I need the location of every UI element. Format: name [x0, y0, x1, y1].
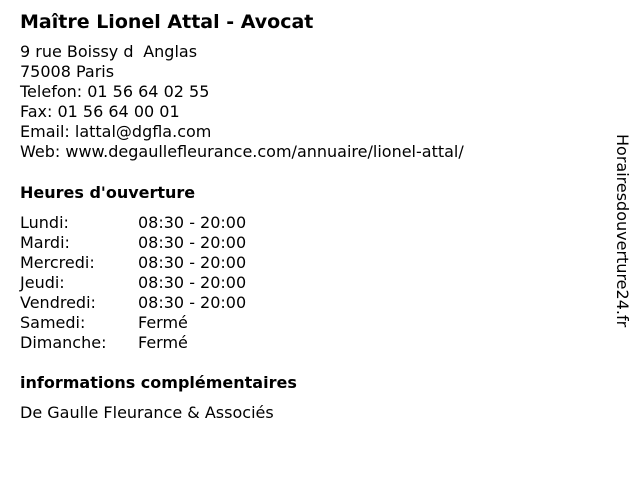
hours-day: Samedi: — [20, 313, 86, 332]
address-city: 75008 Paris — [20, 62, 115, 81]
hours-time: 08:30 - 20:00 — [138, 233, 247, 252]
listing-card — [20, 10, 590, 423]
email-line: Email: lattal@dgfla.com — [20, 122, 212, 141]
hours-day: Mercredi: — [20, 253, 95, 272]
hours-time: Fermé — [138, 333, 188, 352]
page-title: Maître Lionel Attal - Avocat — [20, 11, 314, 33]
hours-day: Jeudi: — [20, 273, 65, 292]
hours-day: Lundi: — [20, 213, 69, 232]
fax-line: Fax: 01 56 64 00 01 — [20, 102, 180, 121]
address-street: 9 rue Boissy dAnglas — [20, 42, 198, 61]
additional-info-heading: informations complémentaires — [20, 373, 297, 392]
hours-time: 08:30 - 20:00 — [138, 213, 247, 232]
hours-row-sunday — [20, 333, 590, 353]
hours-row-wednesday — [20, 253, 590, 273]
hours-time: Fermé — [138, 313, 188, 332]
additional-info-text: De Gaulle Fleurance & Associés — [20, 403, 274, 422]
hours-day: Dimanche: — [20, 333, 107, 352]
hours-row-saturday — [20, 313, 590, 333]
hours-time: 08:30 - 20:00 — [138, 293, 247, 312]
web-line: Web: www.degaullefleurance.com/annuaire/lionel-attal/ — [20, 142, 464, 161]
opening-hours-heading: Heures d'ouverture — [20, 183, 196, 202]
hours-row-tuesday — [20, 233, 590, 253]
hours-time: 08:30 - 20:00 — [138, 273, 247, 292]
hours-row-friday — [20, 293, 590, 313]
hours-time: 08:30 - 20:00 — [138, 253, 247, 272]
hours-day: Vendredi: — [20, 293, 96, 312]
site-watermark: Horairesdouverture24.fr — [613, 134, 632, 328]
hours-row-monday — [20, 213, 590, 233]
opening-hours-table — [20, 213, 590, 353]
hours-day: Mardi: — [20, 233, 70, 252]
hours-row-thursday — [20, 273, 590, 293]
phone-line: Telefon: 01 56 64 02 55 — [20, 82, 210, 101]
